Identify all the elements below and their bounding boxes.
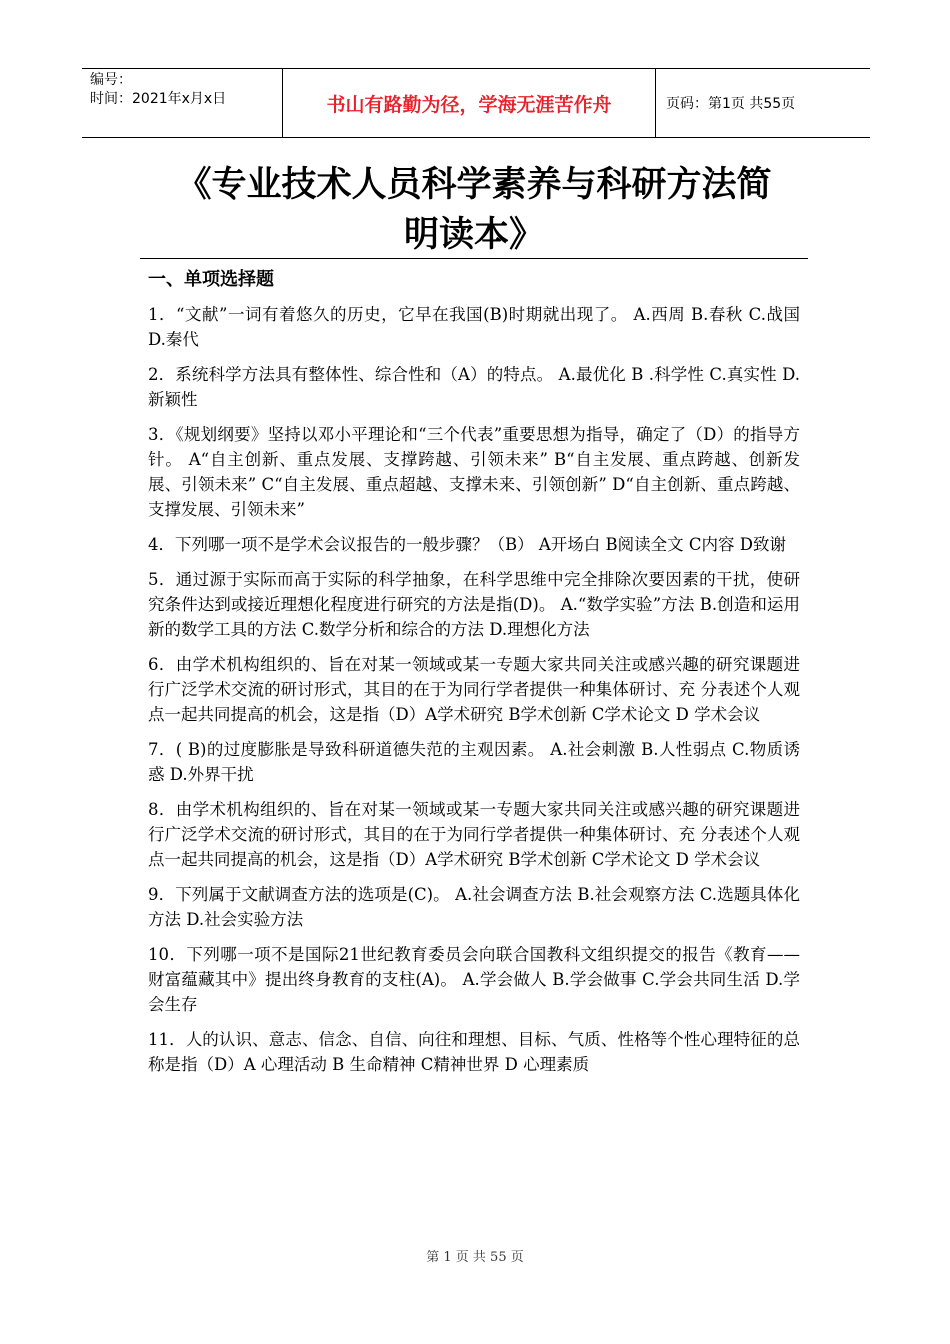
question-item: 2．系统科学方法具有整体性、综合性和（A）的特点。 A.最优化 B .科学性 C.真实性 D.新颖性 [148,365,800,409]
title-divider [140,258,808,259]
number-label: 编号： [90,72,132,88]
page-footer: 第 1 页 共 55 页 [426,1250,524,1265]
header-motto: 书山有路勤为径，学海无涯苦作舟 [282,69,656,137]
question-list [148,302,800,1087]
question-item: 9．下列属于文献调查方法的选项是(C)。 A.社会调查方法 B.社会观察方法 C.选题具体化方法 D.社会实验方法 [148,885,800,929]
title-line-2: 明读本》 [403,215,544,255]
title-line-1: 《专业技术人员科学素养与科研方法简 [176,165,772,205]
question-item: 1．“文献”一词有着悠久的历史，它早在我国(B)时期就出现了。 A.西周 B.春秋 C.战国 D.秦代 [148,305,800,349]
question-item: 5．通过源于实际而高于实际的科学抽象，在科学思维中完全排除次要因素的干扰，使研究条件达到或接近理想化程度进行研究的方法是指(D)。 A.“数学实验”方法 B.创造和运用新的数学工具的方法 C.数学分析和综合的方法 D.理想化方法 [148,570,800,639]
question-item: 7．( B)的过度膨胀是导致科研道德失范的主观因素。 A.社会刺激 B.人性弱点 C.物质诱惑 D.外界干扰 [148,740,800,784]
header-meta [82,69,282,137]
time-label: 时间：2021年x月x日 [90,91,227,107]
question-item: 8．由学术机构组织的、旨在对某一领域或某一专题大家共同关注或感兴趣的研究课题进行广泛学术交流的研讨形式，其目的在于为同行学者提供一种集体研讨、充 分表述个人观点一起共同提高的机会，这是指（D）A学术研究 B学术创新 C学术论文 D 学术会议 [148,800,800,869]
question-item: 4．下列哪一项不是学术会议报告的一般步骤？（B） A开场白 B阅读全文 C内容 D致谢 [148,535,786,554]
question-item: 11．人的认识、意志、信念、自信、向往和理想、目标、气质、性格等个性心理特征的总称是指（D）A 心理活动 B 生命精神 C精神世界 D 心理素质 [148,1030,800,1074]
document-title [140,160,808,260]
section-heading: 一、单项选择题 [148,269,274,290]
document-header [82,68,870,138]
header-page-info: 页码：第1页 共55页 [666,96,796,112]
question-item: 10．下列哪一项不是国际21世纪教育委员会向联合国教科文组织提交的报告《教育——财富蕴藏其中》提出终身教育的支柱(A)。 A.学会做人 B.学会做事 C.学会共同生活 D.学会生存 [148,945,800,1014]
question-item: 3．《规划纲要》坚持以邓小平理论和“三个代表”重要思想为指导，确定了（D）的指导方针。 A“自主创新、重点发展、支撑跨越、引领未来” B“自主发展、重点跨越、创新发展、引领未来” C“自主发展、重点超越、支撑未来、引领创新” D“自主创新、重点跨越、支撑发展、引领未来” [148,425,800,519]
question-item: 6．由学术机构组织的、旨在对某一领域或某一专题大家共同关注或感兴趣的研究课题进行广泛学术交流的研讨形式，其目的在于为同行学者提供一种集体研讨、充 分表述个人观点一起共同提高的机会，这是指（D）A学术研究 B学术创新 C学术论文 D 学术会议 [148,655,800,724]
